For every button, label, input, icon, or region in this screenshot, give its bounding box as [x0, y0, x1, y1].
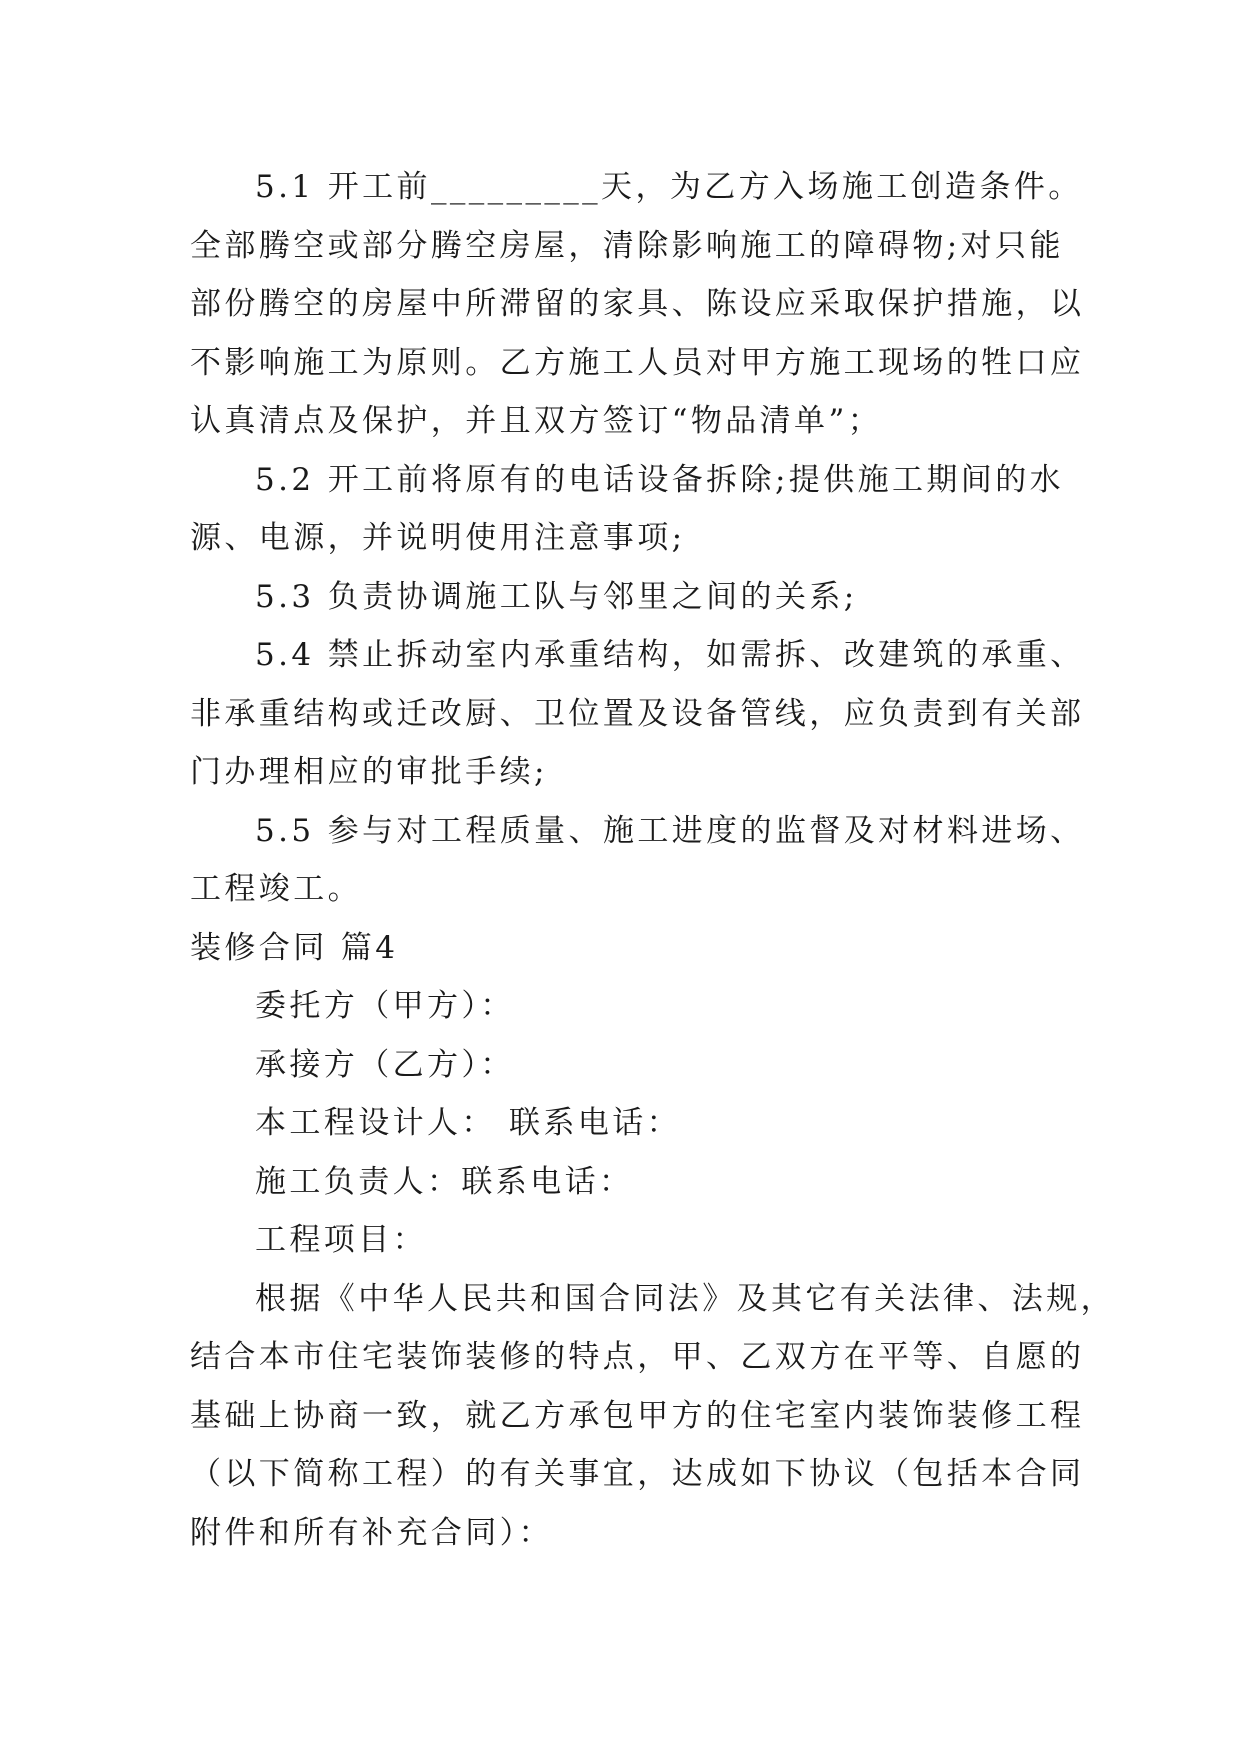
- text-line: 源、电源，并说明使用注意事项;: [190, 520, 686, 556]
- text-line: 施工负责人：联系电话：: [255, 1163, 634, 1200]
- document-body: [190, 158, 1115, 1562]
- text-line: （以下简称工程）的有关事宜，达成如下协议（包括本合同: [190, 1456, 1085, 1492]
- text-line: 结合本市住宅装饰装修的特点，甲、乙双方在平等、自愿的: [190, 1339, 1085, 1375]
- text-line: 5.5 参与对工程质量、施工进度的监督及对材料进场、: [255, 812, 1085, 849]
- text-line: 附件和所有补充合同）：: [190, 1514, 553, 1551]
- section-heading: 装修合同 篇4: [190, 929, 399, 966]
- text-line: 认真清点及保护，并且双方签订“物品清单”；: [190, 403, 883, 439]
- text-line: 承接方（乙方）：: [255, 1046, 515, 1083]
- text-line: 委托方（甲方）：: [255, 988, 515, 1024]
- text-line: 基础上协商一致，就乙方承包甲方的住宅室内装饰装修工程: [190, 1397, 1085, 1434]
- text-line: 工程竣工。: [190, 871, 362, 907]
- text-line: 5.1 开工前_________天，为乙方入场施工创造条件。: [255, 169, 1083, 205]
- text-line: 不影响施工为原则。乙方施工人员对甲方施工现场的牲口应: [190, 344, 1085, 381]
- text-line: 部份腾空的房屋中所滞留的家具、陈设应采取保护措施，以: [190, 286, 1085, 322]
- text-line: 工程项目：: [255, 1222, 427, 1258]
- text-line: 门办理相应的审批手续;: [190, 754, 548, 790]
- text-line: 根据《中华人民共和国合同法》及其它有关法律、法规，: [255, 1280, 1115, 1317]
- text-line: 5.4 禁止拆动室内承重结构，如需拆、改建筑的承重、: [255, 637, 1085, 673]
- text-line: 非承重结构或迁改厨、卫位置及设备管线，应负责到有关部: [190, 695, 1085, 732]
- text-line: 全部腾空或部分腾空房屋，清除影响施工的障碍物;对只能: [190, 227, 1064, 264]
- text-line: 本工程设计人： 联系电话：: [255, 1105, 682, 1141]
- text-line: 5.2 开工前将原有的电话设备拆除;提供施工期间的水: [255, 461, 1064, 498]
- text-line: 5.3 负责协调施工队与邻里之间的关系;: [255, 578, 858, 615]
